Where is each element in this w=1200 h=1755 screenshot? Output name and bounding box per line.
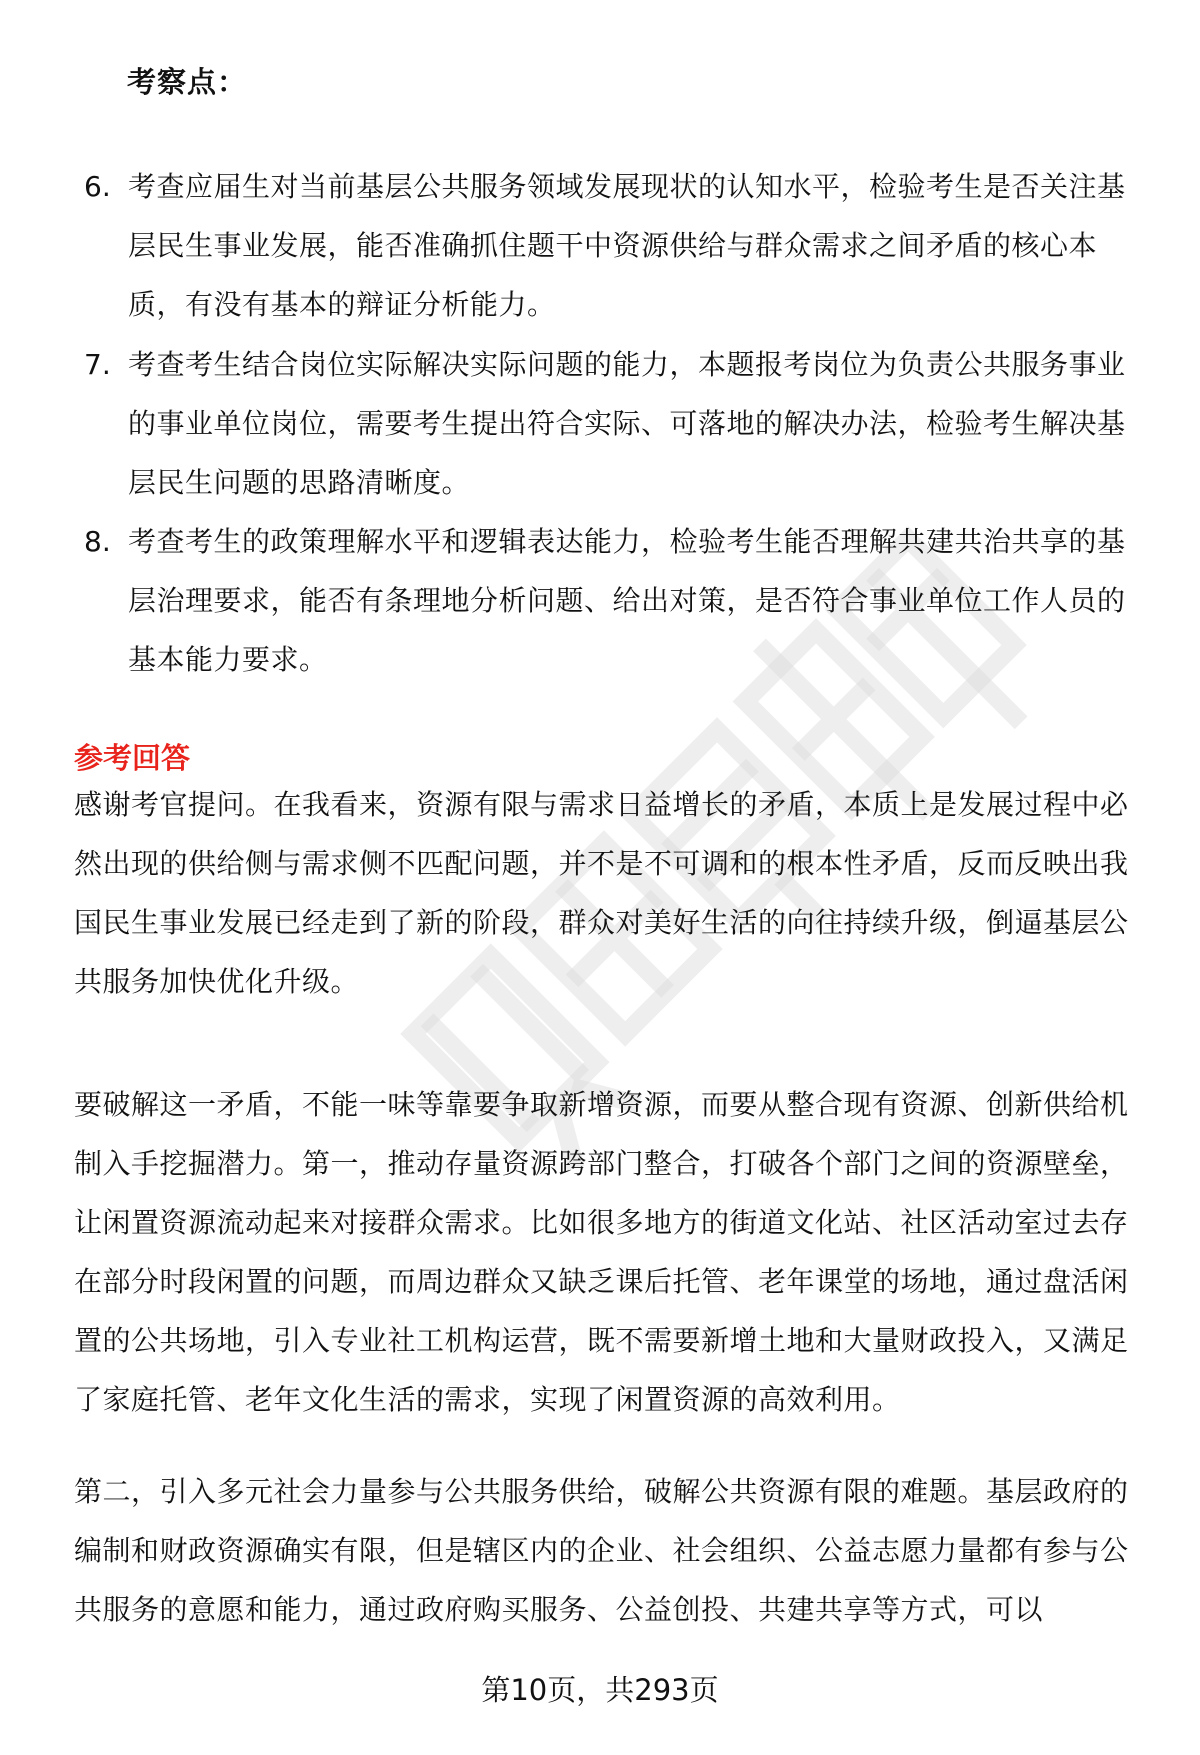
page-number-footer: 第10页，共293页	[481, 1673, 719, 1707]
answer-paragraph: 第二，引入多元社会力量参与公共服务供给，破解公共资源有限的难题。基层政府的编制和财政资源确实有限，但是辖区内的企业、社会组织、公益志愿力量都有参与公共服务的意愿和能力，通过政府购买服务、公益创投、共建共享等方式，可以	[74, 1475, 1129, 1626]
answer-paragraph: 要破解这一矛盾，不能一味等靠要争取新增资源，而要从整合现有资源、创新供给机制入手挖掘潜力。第一，推动存量资源跨部门整合，打破各个部门之间的资源壁垒，让闲置资源流动起来对接群众需求。比如很多地方的街道文化站、社区活动室过去存在部分时段闲置的问题，而周边群众又缺乏课后托管、老年课堂的场地，通过盘活闲置的公共场地，引入专业社工机构运营，既不需要新增土地和大量财政投入，又满足了家庭托管、老年文化生活的需求，实现了闲置资源的高效利用。	[74, 1088, 1129, 1416]
answer-heading: 参考回答	[74, 741, 191, 775]
list-item-text: 考查考生的政策理解水平和逻辑表达能力，检验考生能否理解共建共治共享的基层治理要求，能否有条理地分析问题、给出对策，是否符合事业单位工作人员的基本能力要求。	[128, 525, 1126, 676]
list-item-number: 7.	[84, 348, 111, 381]
list-item-text: 考查考生结合岗位实际解决实际问题的能力，本题报考岗位为负责公共服务事业的事业单位岗位，需要考生提出符合实际、可落地的解决办法，检验考生解决基层民生问题的思路清晰度。	[128, 348, 1126, 499]
list-item-number: 8.	[84, 525, 111, 558]
list-item-number: 6.	[84, 170, 111, 203]
list-item-text: 考查应届生对当前基层公共服务领域发展现状的认知水平，检验考生是否关注基层民生事业发展，能否准确抓住题干中资源供给与群众需求之间矛盾的核心本质，有没有基本的辩证分析能力。	[128, 170, 1126, 321]
answer-paragraph: 感谢考官提问。在我看来，资源有限与需求日益增长的矛盾，本质上是发展过程中必然出现的供给侧与需求侧不匹配问题，并不是不可调和的根本性矛盾，反而反映出我国民生事业发展已经走到了新的阶段，群众对美好生活的向往持续升级，倒逼基层公共服务加快优化升级。	[74, 788, 1129, 998]
section-heading: 考察点：	[127, 65, 248, 99]
